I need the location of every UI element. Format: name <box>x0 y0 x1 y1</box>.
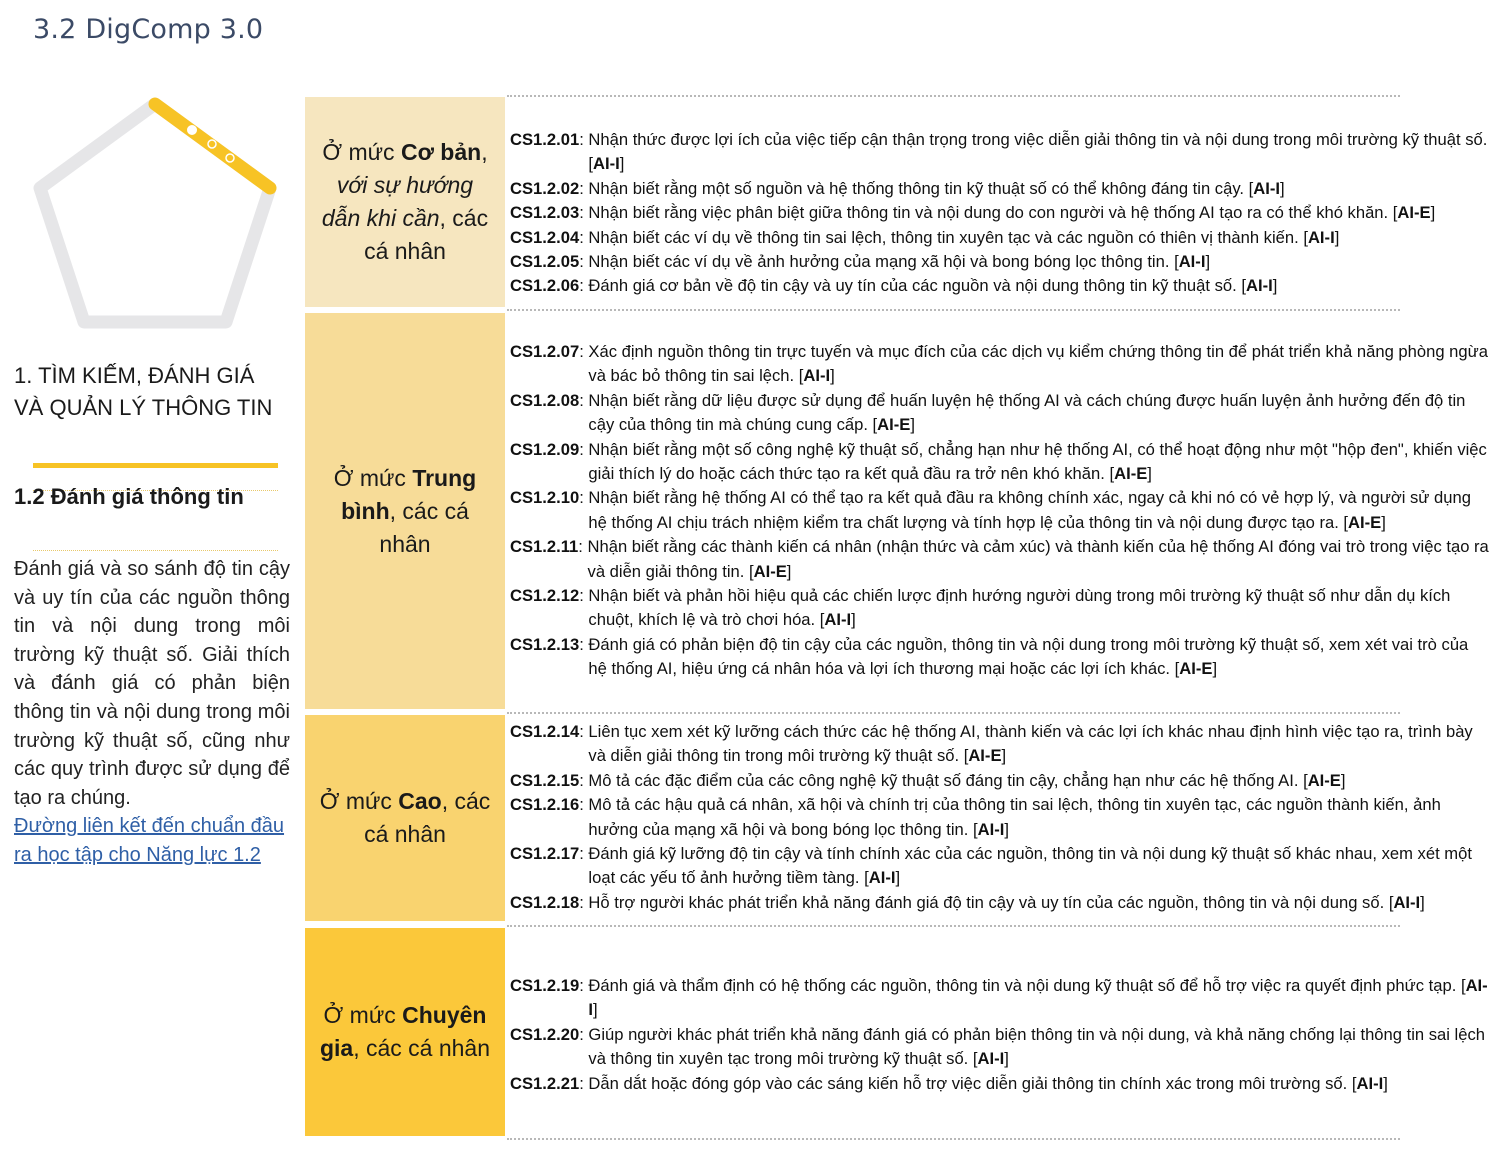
level-keyword: Cao <box>398 788 442 814</box>
statement-colon: : <box>579 227 589 247</box>
level-tail: , các cá nhân <box>364 205 489 264</box>
statement-item <box>510 720 1490 769</box>
statement-colon: : <box>579 976 589 995</box>
statement-text: Nhận biết rằng các thành kiến cá nhân (nhận thức và cảm xúc) và thành kiến của hệ thống AI đóng vai trò trong việc tạo ra và diễn giải thông tin. [AI-E] <box>587 537 1489 581</box>
statement-body: Đánh giá kỹ lưỡng độ tin cậy và tính chính xác của các nguồn, thông tin và nội dung kỹ thuật số khác nhau, xem xét một loạt các yếu tố ảnh hưởng tiềm tàng. <box>588 844 1472 888</box>
statement-colon: : <box>579 892 589 912</box>
ai-tag: AI-I <box>977 1049 1005 1069</box>
statement-body: Mô tả các hậu quả cá nhân, xã hội và chính trị của thông tin sai lệch, thông tin xuyên tạc, các nguồn thành kiến, ảnh hưởng của mạng xã hội và bong bóng lọc thông tin. <box>588 795 1441 839</box>
statement-code: CS1.2.04 <box>510 227 580 247</box>
level-label <box>315 999 495 1065</box>
level-suffix: , <box>481 139 488 165</box>
statement-code: CS1.2.01 <box>510 130 580 149</box>
statement-body: Xác định nguồn thông tin trực tuyến và mục đích của các dịch vụ kiểm chứng thông tin để phát triển khả năng phòng ngừa và bác bỏ thông tin sai lệch. <box>588 342 1488 386</box>
statement-code: CS1.2.15 <box>510 770 580 790</box>
statement-code: CS1.2.09 <box>510 439 580 459</box>
level-label <box>315 785 495 851</box>
statement-item <box>510 486 1490 535</box>
statement-code: CS1.2.20 <box>510 1024 580 1044</box>
ai-tag: AI-I <box>588 976 1488 1020</box>
statement-body: Nhận biết rằng dữ liệu được sử dụng để huấn luyện hệ thống AI và cách chúng được huấn luyện ảnh hưởng đến độ tin cậy của thông tin mà chúng cung cấp. <box>588 390 1466 435</box>
level-box-basic <box>305 97 505 307</box>
statement-code: CS1.2.14 <box>510 722 580 741</box>
competence-area-title <box>14 360 294 424</box>
statement-code: CS1.2.13 <box>510 634 580 654</box>
statement-list-expert <box>510 974 1490 1096</box>
statement-colon: : <box>579 178 589 198</box>
level-box-expert <box>305 928 505 1136</box>
statement-colon: : <box>578 537 588 557</box>
statement-text: Nhận biết rằng việc phân biệt giữa thông tin và nội dung do con người và hệ thống AI tạo ra có thể khó khăn. [AI-E] <box>588 203 1436 223</box>
statement-colon: : <box>579 722 589 741</box>
statement-colon: : <box>579 844 589 864</box>
ai-tag: AI-E <box>753 561 787 581</box>
statement-item <box>510 177 1490 201</box>
statement-body: Nhận biết và phản hồi hiệu quả các chiến lược định hướng người dùng trong môi trường kỹ thuật số như dẫn dụ kích chuột, khích lệ và trò chơi hóa. <box>588 586 1451 630</box>
competence-area-line1: 1. TÌM KIẾM, ĐÁNH GIÁ <box>14 363 255 388</box>
statement-code: CS1.2.19 <box>510 976 580 995</box>
level-label <box>315 136 495 268</box>
statement-text: Đánh giá kỹ lưỡng độ tin cậy và tính chính xác của các nguồn, thông tin và nội dung kỹ thuật số khác nhau, xem xét một loạt các yếu tố ảnh hưởng tiềm tàng. [AI-I] <box>588 844 1472 888</box>
statement-colon: : <box>579 203 589 223</box>
statement-body: Nhận biết rằng các thành kiến cá nhân (nhận thức và cảm xúc) và thành kiến của hệ thống AI đóng vai trò trong việc tạo ra và diễn giải thông tin. <box>587 537 1489 581</box>
statement-text: Đánh giá và thẩm định có hệ thống các nguồn, thông tin và nội dung kỹ thuật số để hỗ trợ việc ra quyết định phức tạp. [AI-I] <box>588 976 1488 1020</box>
statement-text: Nhận biết rằng hệ thống AI có thể tạo ra kết quả đầu ra không chính xác, ngay cả khi nó có vẻ hợp lý, và người sử dụng hệ thống AI chịu trách nhiệm kiểm tra chất lượng và tính hợp lệ của thông tin và nội dung được tạo ra. [AI-E] <box>588 488 1471 532</box>
statement-text: Dẫn dắt hoặc đóng góp vào các sáng kiến hỗ trợ việc diễn giải thông tin chính xác trong môi trường số. [AI-I] <box>588 1073 1388 1093</box>
level-prefix: Ở mức <box>333 464 413 491</box>
statement-colon: : <box>579 390 589 410</box>
statement-code: CS1.2.17 <box>510 844 580 864</box>
statement-body: Mô tả các đặc điểm của các công nghệ kỹ thuật số đáng tin cậy, chẳng hạn như các hệ thống AI. <box>588 770 1299 790</box>
statement-item <box>510 974 1490 1023</box>
statement-item <box>510 389 1490 438</box>
statement-colon: : <box>579 252 589 272</box>
ai-tag: AI-I <box>803 366 831 386</box>
dotted-separator <box>507 925 1400 927</box>
ai-tag: AI-E <box>1307 770 1341 790</box>
statement-item <box>510 535 1490 584</box>
learning-outcomes-link[interactable]: Đường liên kết đến chuẩn đầu ra học tập cho Năng lực 1.2 <box>14 815 285 866</box>
statement-body: Giúp người khác phát triển khả năng đánh giá có phản biện thông tin và nội dung, và khả năng chống lại thông tin sai lệch và thông tin xuyên tạc trong môi trường kỹ thuật số. <box>588 1024 1485 1069</box>
statement-body: Nhận thức được lợi ích của việc tiếp cận thận trọng trong việc diễn giải thông tin và nội dung trong môi trường kỹ thuật số. <box>588 130 1488 149</box>
statement-body: Dẫn dắt hoặc đóng góp vào các sáng kiến hỗ trợ việc diễn giải thông tin chính xác trong môi trường số. <box>588 1073 1348 1093</box>
statement-item <box>510 584 1490 633</box>
statement-code: CS1.2.16 <box>510 795 580 815</box>
statement-body: Nhận biết rằng một số nguồn và hệ thống thông tin kỹ thuật số có thể không đáng tin cậy. <box>588 178 1245 198</box>
level-box-advanced <box>305 715 505 921</box>
statement-item <box>510 201 1490 225</box>
statement-text: Nhận biết rằng một số nguồn và hệ thống thông tin kỹ thuật số có thể không đáng tin cậy. [AI-I] <box>588 178 1285 198</box>
ai-tag: AI-E <box>1397 203 1431 223</box>
level-italic: với sự hướng dẫn khi cần <box>321 172 474 231</box>
competence-description-block <box>14 555 290 870</box>
statement-colon: : <box>579 586 589 606</box>
competence-title: 1.2 Đánh giá thông tin <box>14 484 244 509</box>
dotted-separator <box>507 309 1400 311</box>
statement-code: CS1.2.05 <box>510 252 580 272</box>
level-prefix: Ở mức <box>323 1002 403 1028</box>
level-label <box>315 462 495 561</box>
statement-code: CS1.2.08 <box>510 390 580 410</box>
statement-item <box>510 274 1490 298</box>
statement-list-intermediate <box>510 340 1490 682</box>
statement-item <box>510 128 1490 177</box>
statement-text: Liên tục xem xét kỹ lưỡng cách thức các hệ thống AI, thành kiến và các lợi ích khác nhau định hình việc tạo ra, trình bày và diễn giải thông tin trong môi trường kỹ thuật số. [AI-E] <box>588 722 1473 766</box>
competence-description: Đánh giá và so sánh độ tin cậy và uy tín của các nguồn thông tin và nội dung trong môi trường kỹ thuật số. Giải thích và đánh giá có phản biện thông tin và nội dung trong môi trường kỹ thuật số, cũng như các quy trình được sử dụng để tạo ra chúng. <box>14 558 290 809</box>
statement-body: Nhận biết các ví dụ về thông tin sai lệch, thông tin xuyên tạc và các nguồn có thiên vị thành kiến. <box>588 227 1299 247</box>
statement-text: Giúp người khác phát triển khả năng đánh giá có phản biện thông tin và nội dung, và khả năng chống lại thông tin sai lệch và thông tin xuyên tạc trong môi trường kỹ thuật số. [AI-I] <box>588 1024 1485 1069</box>
statement-text: Mô tả các đặc điểm của các công nghệ kỹ thuật số đáng tin cậy, chẳng hạn như các hệ thống AI. [AI-E] <box>588 770 1346 790</box>
statement-item <box>510 769 1490 793</box>
statement-colon: : <box>579 634 589 654</box>
statement-list-advanced <box>510 720 1490 915</box>
level-suffix: , các cá nhân <box>364 788 491 847</box>
ai-tag: AI-I <box>977 819 1005 839</box>
statement-code: CS1.2.12 <box>510 586 580 606</box>
statement-code: CS1.2.21 <box>510 1073 580 1093</box>
statement-body: Nhận biết rằng một số công nghệ kỹ thuật số, chẳng hạn như hệ thống AI, có thể hoạt động như một "hộp đen", khiến việc giải thích lý do hoặc cách thức tạo ra kết quả đầu ra trở nên khó khăn. <box>588 439 1487 484</box>
level-keyword: Chuyên gia <box>319 1002 487 1061</box>
ai-tag: AI-E <box>1348 512 1382 532</box>
ai-tag: AI-E <box>1179 659 1213 679</box>
statement-text: Nhận biết rằng một số công nghệ kỹ thuật số, chẳng hạn như hệ thống AI, có thể hoạt động như một "hộp đen", khiến việc giải thích lý do hoặc cách thức tạo ra kết quả đầu ra trở nên khó khăn. [AI-E] <box>588 439 1487 484</box>
statement-text: Nhận biết các ví dụ về thông tin sai lệch, thông tin xuyên tạc và các nguồn có thiên vị thành kiến. [AI-I] <box>588 227 1340 247</box>
statement-colon: : <box>579 439 589 459</box>
ai-tag: AI-E <box>968 746 1002 766</box>
statement-body: Đánh giá và thẩm định có hệ thống các nguồn, thông tin và nội dung kỹ thuật số để hỗ trợ việc ra quyết định phức tạp. <box>588 976 1457 995</box>
level-prefix: Ở mức <box>322 139 401 165</box>
statement-colon: : <box>579 1024 589 1044</box>
statement-colon: : <box>579 130 589 149</box>
statement-colon: : <box>579 276 589 296</box>
statement-text: Mô tả các hậu quả cá nhân, xã hội và chính trị của thông tin sai lệch, thông tin xuyên tạc, các nguồn thành kiến, ảnh hưởng của mạng xã hội và bong bóng lọc thông tin. [AI-I] <box>588 795 1441 839</box>
statement-text: Đánh giá cơ bản về độ tin cậy và uy tín của các nguồn và nội dung thông tin kỹ thuật số. [AI-I] <box>588 276 1278 296</box>
level-prefix: Ở mức <box>319 788 399 814</box>
statement-item <box>510 438 1490 487</box>
dotted-separator <box>507 95 1400 97</box>
statement-text: Nhận biết rằng dữ liệu được sử dụng để huấn luyện hệ thống AI và cách chúng được huấn luyện ảnh hưởng đến độ tin cậy của thông tin mà chúng cung cấp. [AI-E] <box>588 390 1466 435</box>
statement-code: CS1.2.11 <box>510 537 579 557</box>
ai-tag: AI-I <box>1245 276 1273 296</box>
statement-code: CS1.2.02 <box>510 178 580 198</box>
dotted-separator <box>507 1138 1400 1140</box>
ai-tag: AI-E <box>1114 464 1148 484</box>
statement-body: Liên tục xem xét kỹ lưỡng cách thức các hệ thống AI, thành kiến và các lợi ích khác nhau định hình việc tạo ra, trình bày và diễn giải thông tin trong môi trường kỹ thuật số. <box>588 722 1473 766</box>
statement-body: Nhận biết rằng việc phân biệt giữa thông tin và nội dung do con người và hệ thống AI tạo ra có thể khó khăn. <box>588 203 1389 223</box>
statement-text: Nhận biết và phản hồi hiệu quả các chiến lược định hướng người dùng trong môi trường kỹ thuật số như dẫn dụ kích chuột, khích lệ và trò chơi hóa. [AI-I] <box>588 586 1451 630</box>
level-keyword: Cơ bản <box>400 139 482 165</box>
statement-colon: : <box>579 795 589 815</box>
dotted-separator <box>507 712 1400 714</box>
statement-item <box>510 842 1490 891</box>
statement-body: Đánh giá có phản biện độ tin cậy của các nguồn, thông tin và nội dung trong môi trường kỹ thuật số, xem xét vai trò của hệ thống AI, hiệu ứng cá nhân hóa và lợi ích thương mại hoặc các lợi ích khác. <box>588 634 1469 679</box>
competence-pentagon-icon <box>24 90 286 340</box>
statement-text: Xác định nguồn thông tin trực tuyến và mục đích của các dịch vụ kiểm chứng thông tin để phát triển khả năng phòng ngừa và bác bỏ thông tin sai lệch. [AI-I] <box>588 342 1488 386</box>
level-suffix: , các cá nhân <box>379 497 469 557</box>
statement-item <box>510 226 1490 250</box>
ai-tag: AI-E <box>877 415 911 435</box>
statement-text: Nhận thức được lợi ích của việc tiếp cận thận trọng trong việc diễn giải thông tin và nội dung trong môi trường kỹ thuật số. [AI-I] <box>588 130 1488 174</box>
statement-body: Nhận biết rằng hệ thống AI có thể tạo ra kết quả đầu ra không chính xác, ngay cả khi nó có vẻ hợp lý, và người sử dụng hệ thống AI chịu trách nhiệm kiểm tra chất lượng và tính hợp lệ của thông tin và nội dung được tạo ra. <box>588 488 1471 532</box>
statement-item <box>510 1072 1490 1096</box>
statement-code: CS1.2.03 <box>510 203 580 223</box>
competence-area-line2: VÀ QUẢN LÝ THÔNG TIN <box>14 395 273 420</box>
statement-item <box>510 1023 1490 1072</box>
statement-code: CS1.2.10 <box>510 488 580 508</box>
statement-colon: : <box>579 488 589 508</box>
yellow-divider <box>33 463 278 468</box>
statement-item <box>510 340 1490 389</box>
statement-text: Nhận biết các ví dụ về ảnh hưởng của mạng xã hội và bong bóng lọc thông tin. [AI-I] <box>588 252 1211 272</box>
statement-item <box>510 793 1490 842</box>
ai-tag: AI-I <box>824 610 852 630</box>
statement-code: CS1.2.18 <box>510 892 580 912</box>
ai-tag: AI-I <box>593 154 620 174</box>
ai-tag: AI-I <box>1393 892 1421 912</box>
statement-code: CS1.2.06 <box>510 276 580 296</box>
statement-body: Hỗ trợ người khác phát triển khả năng đánh giá độ tin cậy và uy tín của các nguồn, thông tin và nội dung số. <box>588 892 1385 912</box>
statement-text: Đánh giá có phản biện độ tin cậy của các nguồn, thông tin và nội dung trong môi trường kỹ thuật số, xem xét vai trò của hệ thống AI, hiệu ứng cá nhân hóa và lợi ích thương mại hoặc các lợi ích khác. [AI-E] <box>588 634 1469 679</box>
level-box-intermediate <box>305 313 505 709</box>
level-suffix: , các cá nhân <box>353 1035 491 1061</box>
statement-item <box>510 633 1490 682</box>
statement-text: Hỗ trợ người khác phát triển khả năng đánh giá độ tin cậy và uy tín của các nguồn, thông tin và nội dung số. [AI-I] <box>588 892 1425 912</box>
statement-colon: : <box>579 342 589 361</box>
ai-tag: AI-I <box>1356 1073 1384 1093</box>
statement-body: Nhận biết các ví dụ về ảnh hưởng của mạng xã hội và bong bóng lọc thông tin. <box>588 252 1170 272</box>
statement-item <box>510 891 1490 915</box>
statement-colon: : <box>579 770 589 790</box>
ai-tag: AI-I <box>1253 178 1280 198</box>
level-keyword: Trung bình <box>341 464 477 524</box>
ai-tag: AI-I <box>868 868 896 888</box>
dotted-divider <box>33 550 278 551</box>
ai-tag: AI-I <box>1178 252 1206 272</box>
statement-item <box>510 250 1490 274</box>
statement-code: CS1.2.07 <box>510 342 580 361</box>
page-header-title: 3.2 DigComp 3.0 <box>33 14 264 45</box>
statement-body: Đánh giá cơ bản về độ tin cậy và uy tín của các nguồn và nội dung thông tin kỹ thuật số. <box>588 276 1237 296</box>
statement-list-basic <box>510 128 1490 299</box>
ai-tag: AI-I <box>1307 227 1335 247</box>
statement-colon: : <box>579 1073 589 1093</box>
